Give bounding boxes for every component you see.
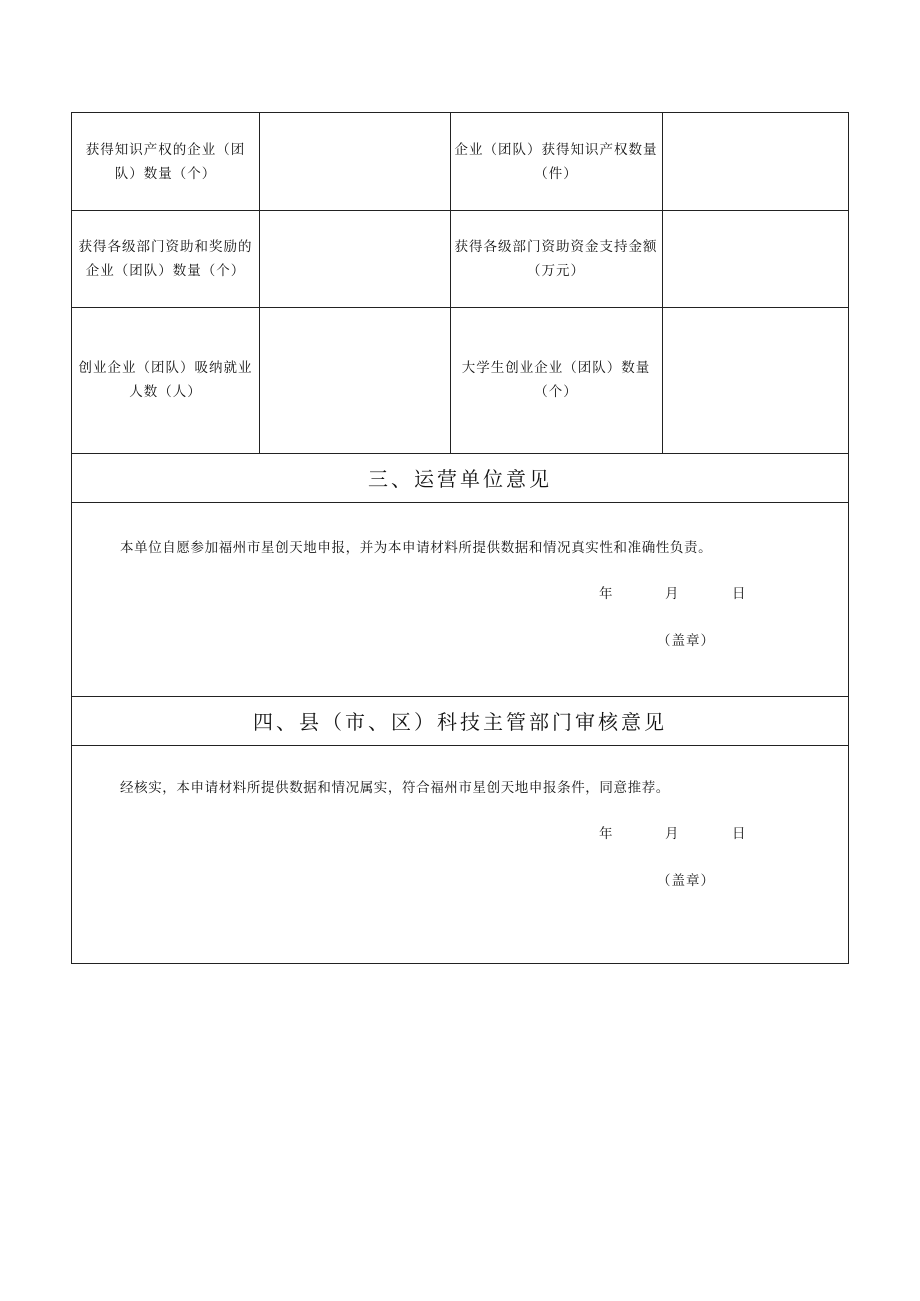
funded-enterprise-count-label: 获得各级部门资助和奖励的企业（团队）数量（个）: [78, 238, 253, 279]
student-enterprise-count-label: 大学生创业企业（团队）数量（个）: [461, 360, 651, 400]
section3-seal-label: （盖章）: [657, 633, 715, 649]
section4-year-label: 年: [599, 826, 613, 842]
section4-statement: 经核实，本申请材料所提供数据和情况属实，符合福州市星创天地申报条件，同意推荐。: [120, 780, 670, 796]
section3-statement: 本单位自愿参加福州市星创天地申报，并为本申请材料所提供数据和情况真实性和准确性负责。: [120, 540, 713, 556]
funded-enterprise-count-field[interactable]: [260, 210, 450, 307]
section3-title: 三、运营单位意见: [368, 467, 552, 491]
employment-count-label: 创业企业（团队）吸纳就业人数（人）: [78, 360, 253, 400]
row-divider: [72, 502, 848, 503]
section3-day-label: 日: [732, 586, 746, 602]
ip-count-field[interactable]: [663, 113, 849, 210]
student-enterprise-count-field[interactable]: [663, 307, 849, 453]
ip-enterprise-count-field[interactable]: [260, 113, 450, 210]
section4-month-label: 月: [665, 826, 679, 842]
row-divider: [72, 745, 848, 746]
ip-count-label: 企业（团队）获得知识产权数量（件）: [454, 141, 658, 182]
section3-year-label: 年: [599, 586, 613, 602]
section4-seal-label: （盖章）: [657, 873, 715, 889]
section4-title: 四、县（市、区）科技主管部门审核意见: [253, 710, 667, 734]
funding-amount-field[interactable]: [663, 210, 849, 307]
funding-amount-label: 获得各级部门资助资金支持金额（万元）: [454, 238, 658, 279]
employment-count-field[interactable]: [260, 307, 450, 453]
section3-month-label: 月: [665, 586, 679, 602]
ip-enterprise-count-label: 获得知识产权的企业（团队）数量（个）: [85, 141, 246, 182]
section4-day-label: 日: [732, 826, 746, 842]
application-form-table: [71, 112, 849, 964]
